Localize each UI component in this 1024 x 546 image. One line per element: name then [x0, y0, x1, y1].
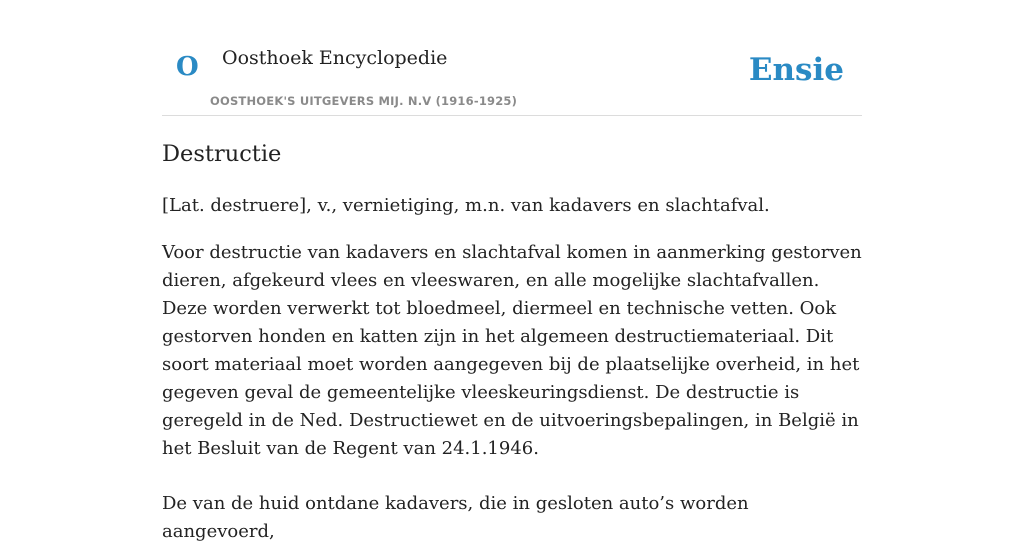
- article-paragraph: De van de huid ontdane kadavers, die in gesloten auto’s worden aangevoerd,: [162, 493, 749, 542]
- article-title: Destructie: [162, 141, 282, 167]
- logo-icon[interactable]: O: [176, 52, 199, 82]
- article: [162, 136, 862, 546]
- site-subtitle: OOSTHOEK'S UITGEVERS MIJ. N.V (1916-1925): [210, 94, 518, 108]
- article-paragraph: Voor destructie van kadavers en slachtafval komen in aanmerking gestorven dieren, afgekeurd vlees en vleeswaren, en alle mogelijke slachtafvallen. Deze worden verwerkt tot bloedmeel, diermeel en technische vetten. Ook gestorven honden en katten zijn in het algemeen destructiemateriaal. Dit soort materiaal moet worden aangegeven bij de plaatselijke overheid, in het gegeven geval de gemeentelijke vleeskeuringsdienst. De destructie is geregeld in de Ned. Destructiewet en de uitvoeringsbepalingen, in België in het Besluit van de Regent van 24.1.1946.: [162, 242, 862, 459]
- article-definition: [Lat. destruere], v., vernietiging, m.n. van kadavers en slachtafval.: [162, 195, 770, 216]
- site-header: [162, 40, 862, 116]
- brand-logo-link[interactable]: Ensie: [748, 52, 844, 88]
- site-title[interactable]: Oosthoek Encyclopedie: [222, 47, 448, 69]
